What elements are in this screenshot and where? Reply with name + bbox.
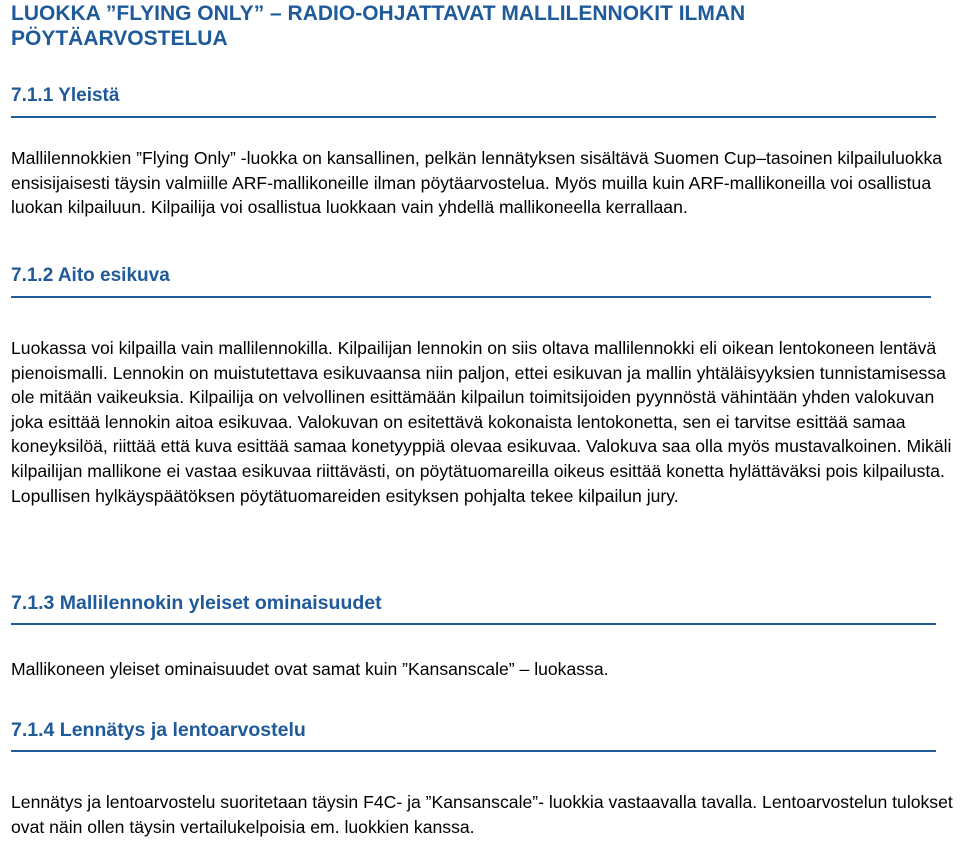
document-title: LUOKKA ”FLYING ONLY” – RADIO-OHJATTAVAT MALLILENNOKIT ILMAN PÖYTÄARVOSTELUA — [11, 2, 746, 50]
heading-underline — [11, 623, 936, 625]
section-yleiset-ominaisuudet — [11, 591, 936, 682]
section-heading: 7.1.3 Mallilennokin yleiset ominaisuudet — [11, 592, 382, 614]
section-heading: 7.1.1 Yleistä — [11, 85, 120, 106]
section-lennatys — [11, 718, 953, 839]
section-paragraph: Mallilennokkien ”Flying Only” -luokka on kansallinen, pelkän lennätyksen sisältävä Suomen Cup–tasoinen kilpailuluokka ensisijaisesti täysin valmiille ARF-mallikoneille ilman pöytäarvostelua. Myös muilla kuin ARF-mallikoneilla voi osallistua luokan kilpailuun. Kilpailija voi osallistua luokkaan vain yhdellä mallikoneella kerrallaan. — [11, 148, 943, 218]
heading-underline — [11, 116, 936, 118]
section-paragraph: Lennätys ja lentoarvostelu suoritetaan täysin F4C- ja ”Kansanscale”- luokkia vastaavalla tavalla. Lentoarvostelun tulokset ovat näin ollen täysin vertailukelpoisia em. luokkien kanssa. — [11, 792, 953, 837]
section-heading: 7.1.2 Aito esikuva — [11, 265, 170, 286]
section-aito-esikuva — [11, 264, 952, 508]
section-paragraph: Mallikoneen yleiset ominaisuudet ovat samat kuin ”Kansanscale” – luokassa. — [11, 659, 609, 679]
section-heading: 7.1.4 Lennätys ja lentoarvostelu — [11, 719, 306, 741]
document-page — [11, 0, 953, 837]
section-yleista — [11, 84, 943, 220]
heading-underline — [11, 750, 936, 752]
section-paragraph: Luokassa voi kilpailla vain mallilennokilla. Kilpailijan lennokin on siis oltava mallilennokki eli oikean lentokoneen lentävä pienoismalli. Lennokin on muistutettava esikuvaansa niin paljon, ettei esikuvan ja mallin yhtäläisyyksien tunnistamisessa ole mitään vaikeuksia. Kilpailija on velvollinen esittämään kilpailun toimitsijoiden pyynnöstä vähintään yhden valokuvan joka esittää lennokin aitoa esikuvaa. Valokuvan on esitettävä kokonaista lentokonetta, sen ei tarvitse esittää samaa koneyksilöä, riittää että kuva esittää samaa konetyyppiä olevaa esikuvaa. Valokuva saa olla myös mustavalkoinen. Mikäli kilpailijan mallikone ei vastaa esikuvaa riittävästi, on pöytätuomareilla oikeus esittää konetta hylättäväksi pois kilpailusta. Lopullisen hylkäyspäätöksen pöytätuomareiden esityksen pohjalta tekee kilpailun jury. — [11, 338, 952, 506]
heading-underline — [11, 296, 931, 298]
